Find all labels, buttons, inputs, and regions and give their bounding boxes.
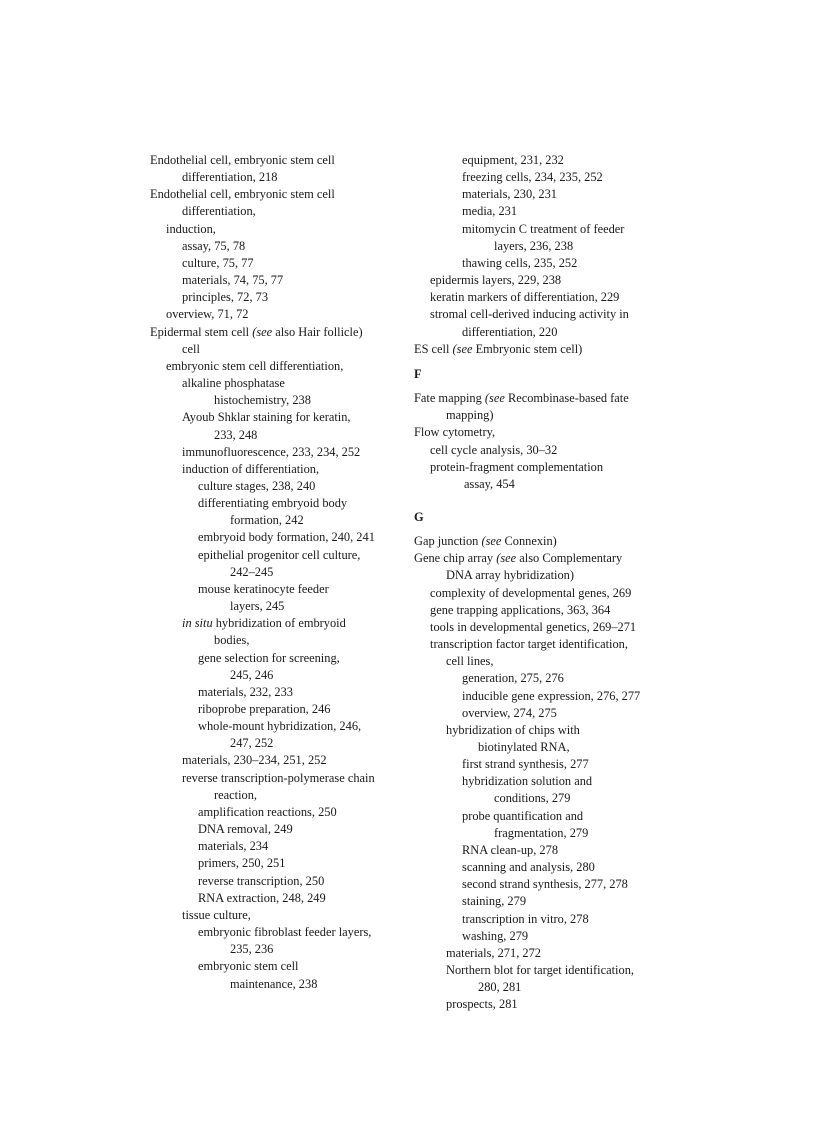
- index-subentry: [198, 718, 402, 735]
- index-subentry: [462, 221, 666, 238]
- index-subentry: [430, 636, 666, 653]
- entry-text: reverse transcription-polymerase chain: [182, 770, 375, 785]
- index-subentry: [430, 619, 666, 636]
- index-subentry: [198, 924, 402, 941]
- entry-text: culture, 75, 77: [182, 255, 254, 270]
- entry-text: alkaline phosphatase: [182, 376, 285, 391]
- entry-text: 235, 236: [230, 942, 274, 957]
- index-subentry: [198, 478, 402, 495]
- italic-cross-reference: (see: [484, 391, 505, 406]
- entry-text: 233, 248: [214, 427, 258, 442]
- index-main-entry: [414, 341, 666, 358]
- entry-text: Gene chip array: [414, 551, 497, 566]
- italic-cross-reference: (see: [252, 324, 273, 339]
- index-subentry: [446, 567, 666, 584]
- index-subentry: [462, 756, 666, 773]
- index-subentry: [166, 221, 402, 238]
- index-main-entry: [150, 152, 402, 169]
- entry-text: ES cell: [414, 341, 453, 356]
- index-subentry: [182, 615, 402, 632]
- index-subentry: [182, 255, 402, 272]
- index-subentry: [182, 289, 402, 306]
- entry-text: keratin markers of differentiation, 229: [430, 290, 620, 305]
- entry-text: also Complementary: [516, 551, 623, 566]
- entry-text: epidermis layers, 229, 238: [430, 273, 562, 288]
- entry-text: Recombinase-based fate: [504, 391, 629, 406]
- entry-text: 247, 252: [230, 736, 274, 751]
- index-subentry: [182, 461, 402, 478]
- index-subentry: [182, 752, 402, 769]
- entry-text: RNA clean-up, 278: [462, 842, 559, 857]
- entry-text: first strand synthesis, 277: [462, 757, 589, 772]
- entry-text: Connexin): [501, 534, 557, 549]
- index-subentry: [462, 842, 666, 859]
- index-subentry: [230, 512, 402, 529]
- index-subentry: [182, 341, 402, 358]
- index-subentry: [446, 407, 666, 424]
- index-main-entry: [414, 550, 666, 567]
- index-subentry: [182, 770, 402, 787]
- entry-text: gene trapping applications, 363, 364: [430, 602, 611, 617]
- entry-text: Embryonic stem cell): [472, 341, 583, 356]
- entry-text: stromal cell-derived inducing activity in: [430, 307, 629, 322]
- entry-text: amplification reactions, 250: [198, 804, 337, 819]
- index-subentry: [462, 876, 666, 893]
- index-subentry: [494, 790, 666, 807]
- spacer: [414, 493, 666, 501]
- entry-text: materials, 232, 233: [198, 684, 293, 699]
- section-letter-heading: G: [414, 509, 424, 524]
- index-subentry: [446, 945, 666, 962]
- entry-text: formation, 242: [230, 513, 304, 528]
- index-subentry: [214, 632, 402, 649]
- entry-text: cell lines,: [446, 654, 494, 669]
- entry-text: Epidermal stem cell: [150, 324, 253, 339]
- entry-text: transcription factor target identification,: [430, 637, 628, 652]
- index-subentry: [214, 427, 402, 444]
- index-subentry: [464, 476, 666, 493]
- entry-text: tools in developmental genetics, 269–271: [430, 619, 637, 634]
- entry-text: cell cycle analysis, 30–32: [430, 442, 558, 457]
- index-subentry: [182, 444, 402, 461]
- entry-text: probe quantification and: [462, 808, 584, 823]
- index-subentry: [478, 739, 666, 756]
- index-subentry: [478, 979, 666, 996]
- entry-text: primers, 250, 251: [198, 856, 286, 871]
- entry-text: culture stages, 238, 240: [198, 478, 316, 493]
- entry-text: materials, 230, 231: [462, 187, 557, 202]
- entry-text: induction,: [166, 221, 216, 236]
- entry-text: also Hair follicle): [272, 324, 363, 339]
- index-subentry: [182, 169, 402, 186]
- entry-text: layers, 245: [230, 599, 285, 614]
- index-subentry: [430, 289, 666, 306]
- entry-text: DNA removal, 249: [198, 822, 293, 837]
- italic-cross-reference: (see: [452, 341, 473, 356]
- entry-text: gene selection for screening,: [198, 650, 340, 665]
- entry-text: 242–245: [230, 564, 274, 579]
- entry-text: embryonic stem cell: [198, 959, 299, 974]
- index-subentry: [462, 152, 666, 169]
- entry-text: equipment, 231, 232: [462, 153, 564, 167]
- index-subentry: [430, 442, 666, 459]
- entry-text: prospects, 281: [446, 997, 518, 1012]
- index-subentry: [198, 495, 402, 512]
- index-subentry: [198, 958, 402, 975]
- index-subentry: [462, 324, 666, 341]
- index-subentry: [214, 392, 402, 409]
- index-subentry: [214, 787, 402, 804]
- entry-text: materials, 230–234, 251, 252: [182, 753, 327, 768]
- index-subentry: [430, 459, 666, 476]
- entry-text: epithelial progenitor cell culture,: [198, 547, 361, 562]
- entry-text: Northern blot for target identification,: [446, 963, 634, 978]
- index-subentry: [430, 306, 666, 323]
- index-subentry: [462, 928, 666, 945]
- index-subentry: [166, 358, 402, 375]
- entry-text: overview, 274, 275: [462, 705, 557, 720]
- index-subentry: [462, 705, 666, 722]
- entry-text: mitomycin C treatment of feeder: [462, 221, 625, 236]
- index-subentry: [230, 667, 402, 684]
- index-subentry: [230, 598, 402, 615]
- index-subentry: [230, 564, 402, 581]
- index-subentry: [446, 962, 666, 979]
- index-subentry: [462, 773, 666, 790]
- entry-text: embryoid body formation, 240, 241: [198, 530, 375, 545]
- entry-text: reaction,: [214, 787, 257, 802]
- index-subentry: [198, 855, 402, 872]
- entry-text: media, 231: [462, 204, 518, 219]
- entry-text: materials, 271, 272: [446, 945, 541, 960]
- entry-text: Flow cytometry,: [414, 425, 496, 440]
- index-subentry: [430, 272, 666, 289]
- italic-cross-reference: (see: [481, 534, 502, 549]
- entry-text: induction of differentiation,: [182, 461, 320, 476]
- index-subentry: [198, 581, 402, 598]
- italic-cross-reference: (see: [496, 551, 517, 566]
- index-subentry: [446, 653, 666, 670]
- entry-text: 245, 246: [230, 667, 274, 682]
- entry-text: biotinylated RNA,: [478, 740, 570, 754]
- entry-text: materials, 234: [198, 839, 269, 854]
- index-subentry: [198, 838, 402, 855]
- index-subentry: [462, 186, 666, 203]
- index-subentry: [462, 169, 666, 186]
- index-main-entry: [150, 186, 402, 203]
- index-subentry: [198, 873, 402, 890]
- entry-text: Endothelial cell, embryonic stem cell: [150, 153, 335, 167]
- entry-text: freezing cells, 234, 235, 252: [462, 170, 603, 185]
- entry-text: immunofluorescence, 233, 234, 252: [182, 444, 361, 459]
- entry-text: thawing cells, 235, 252: [462, 255, 578, 270]
- entry-text: protein-fragment complementation: [430, 459, 604, 474]
- entry-text: differentiation,: [182, 204, 256, 219]
- index-subentry: [182, 907, 402, 924]
- index-subentry: [462, 255, 666, 272]
- entry-text: conditions, 279: [494, 791, 571, 806]
- entry-text: DNA array hybridization): [446, 568, 574, 583]
- index-subentry: [198, 547, 402, 564]
- index-subentry: [462, 688, 666, 705]
- entry-text: scanning and analysis, 280: [462, 860, 595, 875]
- index-main-entry: [414, 533, 666, 550]
- entry-text: hybridization solution and: [462, 774, 593, 789]
- entry-text: differentiation, 218: [182, 170, 278, 185]
- index-subentry: [430, 585, 666, 602]
- index-subentry: [182, 375, 402, 392]
- entry-text: 280, 281: [478, 980, 522, 995]
- entry-text: RNA extraction, 248, 249: [198, 890, 326, 905]
- index-subentry: [198, 650, 402, 667]
- index-subentry: [230, 976, 402, 993]
- index-main-entry: [414, 424, 666, 441]
- index-subentry: [230, 735, 402, 752]
- entry-text: second strand synthesis, 277, 278: [462, 877, 628, 892]
- index-subentry: [462, 670, 666, 687]
- index-subentry: [462, 893, 666, 910]
- index-subentry: [446, 722, 666, 739]
- entry-text: cell: [182, 341, 200, 356]
- entry-text: mapping): [446, 408, 494, 423]
- entry-text: principles, 72, 73: [182, 290, 269, 305]
- entry-text: Endothelial cell, embryonic stem cell: [150, 187, 335, 202]
- index-column-right: [414, 152, 666, 1014]
- entry-text: assay, 75, 78: [182, 238, 246, 253]
- entry-text: whole-mount hybridization, 246,: [198, 719, 362, 734]
- index-subentry: [198, 821, 402, 838]
- entry-text: mouse keratinocyte feeder: [198, 581, 329, 596]
- index-subentry: [198, 701, 402, 718]
- index-subentry: [462, 203, 666, 220]
- entry-text: differentiating embryoid body: [198, 496, 348, 511]
- index-column-left: [150, 152, 402, 993]
- index-main-entry: [150, 324, 402, 341]
- entry-text: riboprobe preparation, 246: [198, 702, 331, 716]
- index-subentry: [230, 941, 402, 958]
- index-subentry: [198, 804, 402, 821]
- entry-text: assay, 454: [464, 476, 515, 491]
- index-subentry: [166, 306, 402, 323]
- entry-text: maintenance, 238: [230, 976, 318, 991]
- entry-text: complexity of developmental genes, 269: [430, 585, 632, 600]
- index-subentry: [182, 272, 402, 289]
- entry-text: inducible gene expression, 276, 277: [462, 688, 641, 703]
- index-subentry: [462, 859, 666, 876]
- entry-text: Fate mapping: [414, 391, 485, 406]
- entry-text: tissue culture,: [182, 907, 251, 922]
- section-letter-heading: F: [414, 366, 422, 381]
- index-subentry: [430, 602, 666, 619]
- entry-text: embryonic fibroblast feeder layers,: [198, 925, 372, 940]
- entry-text: Gap junction: [414, 534, 482, 549]
- entry-text: embryonic stem cell differentiation,: [166, 358, 344, 373]
- index-subentry: [198, 890, 402, 907]
- entry-text: washing, 279: [462, 928, 529, 943]
- entry-text: histochemistry, 238: [214, 393, 311, 408]
- entry-text: hybridization of chips with: [446, 722, 580, 737]
- index-subentry: [494, 238, 666, 255]
- entry-text: transcription in vitro, 278: [462, 911, 589, 926]
- entry-text: overview, 71, 72: [166, 307, 249, 322]
- entry-text: bodies,: [214, 633, 250, 648]
- index-subentry: [182, 203, 402, 220]
- index-subentry: [494, 825, 666, 842]
- entry-text: hybridization of embryoid: [212, 616, 346, 631]
- entry-text: fragmentation, 279: [494, 825, 589, 840]
- index-main-entry: [414, 390, 666, 407]
- entry-text: layers, 236, 238: [494, 238, 574, 253]
- index-subentry: [198, 529, 402, 546]
- entry-text: generation, 275, 276: [462, 671, 564, 686]
- index-subentry: [446, 996, 666, 1013]
- entry-text: differentiation, 220: [462, 324, 558, 339]
- index-subentry: [462, 911, 666, 928]
- entry-text: Ayoub Shklar staining for keratin,: [182, 410, 351, 425]
- entry-text: materials, 74, 75, 77: [182, 273, 284, 288]
- index-subentry: [198, 684, 402, 701]
- entry-text: reverse transcription, 250: [198, 873, 325, 888]
- index-subentry: [462, 808, 666, 825]
- entry-text: staining, 279: [462, 894, 527, 909]
- italic-cross-reference: in situ: [182, 616, 213, 631]
- index-subentry: [182, 238, 402, 255]
- index-subentry: [182, 409, 402, 426]
